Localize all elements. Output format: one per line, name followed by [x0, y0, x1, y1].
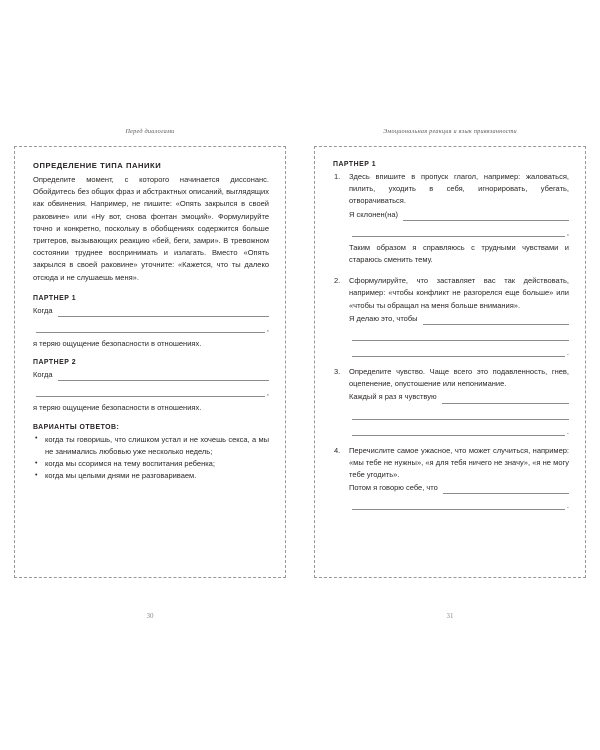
step-1-write-line-2[interactable]: [352, 225, 565, 237]
step-4-field-row-2: [349, 498, 569, 510]
step-3-write-line-3[interactable]: [352, 424, 565, 436]
step-4-write-line-2[interactable]: [352, 498, 565, 510]
right-page-frame: [314, 146, 586, 578]
page-title: ОПРЕДЕЛЕНИЕ ТИПА ПАНИКИ: [33, 161, 162, 170]
step-2-field-row-3: [349, 345, 569, 357]
partner-2-line-tail: ,: [266, 388, 269, 398]
intro-paragraph: Определите момент, с которого начинается диссонанс. Обойдитесь без общих фраз и абстрактных описаний, выглядящих как обвинения. Например, не пишите: «Опять закрылся в своей раковине» или «Ну вот, снова фонтан эмоций». Формулируйте точно и конкретно, поскольку в обобщениях содержится больше триггеров, вызывающих реакцию «бей, беги, замри». В тревожном состоянии труднее воспринимать и излагать. Вместо «Опять закрылся в своей раковине» уточните: «Кажется, что ты далеко отсюда и не слушаешь меня».: [33, 175, 269, 282]
step-1-line-tail: ,: [566, 227, 569, 237]
partner-2-field-row: [33, 369, 269, 381]
step-1-field-row-2: [349, 225, 569, 237]
partner-2-closing-text: я теряю ощущение безопасности в отношениях.: [33, 403, 202, 413]
step-2-field-row: [349, 313, 569, 325]
partner-2-write-line-2[interactable]: [36, 385, 265, 397]
partner-1-write-line-1[interactable]: [58, 307, 270, 317]
running-head-right: Эмоциональная реакция и язык привязанности: [383, 128, 517, 135]
list-item: [333, 445, 569, 511]
partner-2-label: ПАРТНЕР 2: [33, 359, 77, 367]
step-2-question: Сформулируйте, что заставляет вас так действовать, например: «чтобы конфликт не разгорелся еще больше» или «чтобы ты обращал на меня больше внимания».: [349, 276, 569, 310]
list-item: • когда мы ссоримся на тему воспитания ребенка;: [33, 458, 269, 470]
list-item: [333, 275, 569, 357]
steps-list: [333, 171, 569, 510]
folio-left: 30: [146, 612, 154, 620]
partner-1-lead: Когда: [33, 305, 53, 315]
step-3-field-row: [349, 391, 569, 403]
list-item: [333, 366, 569, 436]
step-4-question: Перечислите самое ужасное, что может случиться, например: «мы тебе не нужны», «я для тебя ничего не значу», «я не могу тебе угодить».: [349, 445, 569, 480]
step-1-question: Здесь впишите в пропуск глагол, например: жаловаться, пилить, уходить в себя, игнорировать, убегать, отворачиваться.: [349, 172, 569, 206]
step-2-lead: Я делаю это, чтобы: [349, 313, 418, 323]
partner-1-closing-text: я теряю ощущение безопасности в отношениях.: [33, 339, 202, 349]
step-2-write-line-1[interactable]: [423, 315, 569, 325]
step-3-question: Определите чувство. Чаще всего это подавленность, гнев, оцепенение, опустошение или непонимание.: [349, 367, 569, 389]
right-page-content: [315, 147, 585, 577]
list-item: • когда ты говоришь, что слишком устал и не хочешь секса, а мы не занимались любовью уже несколько недель;: [33, 434, 269, 458]
folio-right: 31: [446, 612, 454, 620]
step-3-write-line-2[interactable]: [352, 408, 569, 420]
step-4-write-line-1[interactable]: [443, 484, 569, 494]
answers-list: [33, 434, 269, 483]
right-partner-label: ПАРТНЕР 1: [333, 161, 377, 168]
step-3-write-line-1[interactable]: [442, 394, 569, 404]
step-4-line-tail: .: [566, 501, 569, 511]
left-page-content: [15, 147, 285, 577]
step-2-write-line-2[interactable]: [352, 329, 569, 341]
partner-1-write-line-2[interactable]: [36, 321, 265, 333]
step-4-field-row: [349, 482, 569, 494]
step-2-line-tail: .: [566, 348, 569, 358]
step-2-write-line-3[interactable]: [352, 345, 565, 357]
partner-1-field-row: [33, 305, 269, 317]
partner-2-lead: Когда: [33, 370, 53, 380]
left-page-frame: [14, 146, 286, 578]
step-3-line-tail: .: [566, 426, 569, 436]
partner-2-write-line-1[interactable]: [58, 371, 270, 381]
list-item: • когда мы целыми днями не разговариваем.: [33, 470, 269, 482]
step-4-lead: Потом я говорю себе, что: [349, 483, 438, 493]
partner-1-line-tail: ,: [266, 324, 269, 334]
answers-label: ВАРИАНТЫ ОТВЕТОВ:: [33, 423, 120, 431]
partner-2-field-row-2: [33, 385, 269, 397]
step-1-note: Таким образом я справляюсь с трудными чувствами и стараюсь сменить тему.: [349, 242, 569, 265]
step-3-lead: Каждый я раз я чувствую: [349, 392, 437, 402]
step-1-field-row: [349, 209, 569, 221]
partner-1-label: ПАРТНЕР 1: [33, 294, 77, 302]
list-item: [333, 171, 569, 266]
partner-1-field-row-2: [33, 321, 269, 333]
step-3-field-row-3: [349, 424, 569, 436]
running-head-left: Перед диалогами: [125, 128, 175, 135]
step-1-write-line-1[interactable]: [403, 211, 569, 221]
step-1-lead: Я склонен(на): [349, 209, 399, 219]
